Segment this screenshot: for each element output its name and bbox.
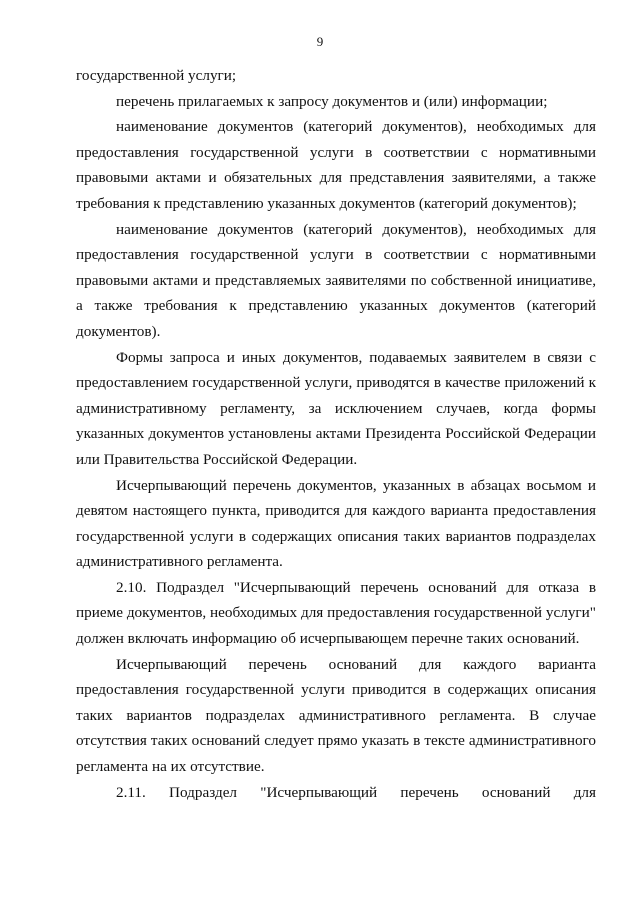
paragraph-exhaustive-list: Исчерпывающий перечень документов, указанных в абзацах восьмом и девятом настоящего пункта, приводится для каждого варианта предоставления государственной услуги в содержащих описания таких вариантов подразделах административного регламента. (76, 476, 596, 571)
paragraph-section-2-10: 2.10. Подраздел "Исчерпывающий перечень оснований для отказа в приеме документов, необходимых для предоставления государственной услуги" должен включать информацию об исчерпывающем перечне таких оснований. (76, 578, 596, 648)
document-body (76, 63, 596, 805)
paragraph-grounds-per-variant: Исчерпывающий перечень оснований для каждого варианта предоставления государственной услуги приводится в содержащих описания таких вариантов подразделах административного регламента. В случае отсутствия таких оснований следует прямо указать в тексте административного регламента на их отсутствие. (76, 655, 596, 776)
page-number: 9 (316, 34, 324, 49)
paragraph-mandatory-documents: наименование документов (категорий документов), необходимых для предоставления государственной услуги в соответствии с нормативными правовыми актами и обязательных для представления заявителями, а также требования к представлению указанных документов (категорий документов); (76, 118, 596, 212)
paragraph-attached-documents: перечень прилагаемых к запросу документов и (или) информации; (116, 92, 548, 110)
paragraph-continuation: государственной услуги; (76, 67, 237, 84)
paragraph-section-2-11: 2.11. Подраздел "Исчерпывающий перечень оснований для (116, 783, 596, 801)
paragraph-request-forms: Формы запроса и иных документов, подаваемых заявителем в связи с предоставлением государственной услуги, приводятся в качестве приложений к административному регламенту, за исключением случаев, когда формы указанных документов установлены актами Президента Российской Федерации или Правительства Российской Федерации. (76, 348, 596, 468)
paragraph-optional-documents: наименование документов (категорий документов), необходимых для предоставления государственной услуги в соответствии с нормативными правовыми актами и представляемых заявителями по собственной инициативе, а также требования к представлению указанных документов (категорий документов). (76, 220, 596, 340)
